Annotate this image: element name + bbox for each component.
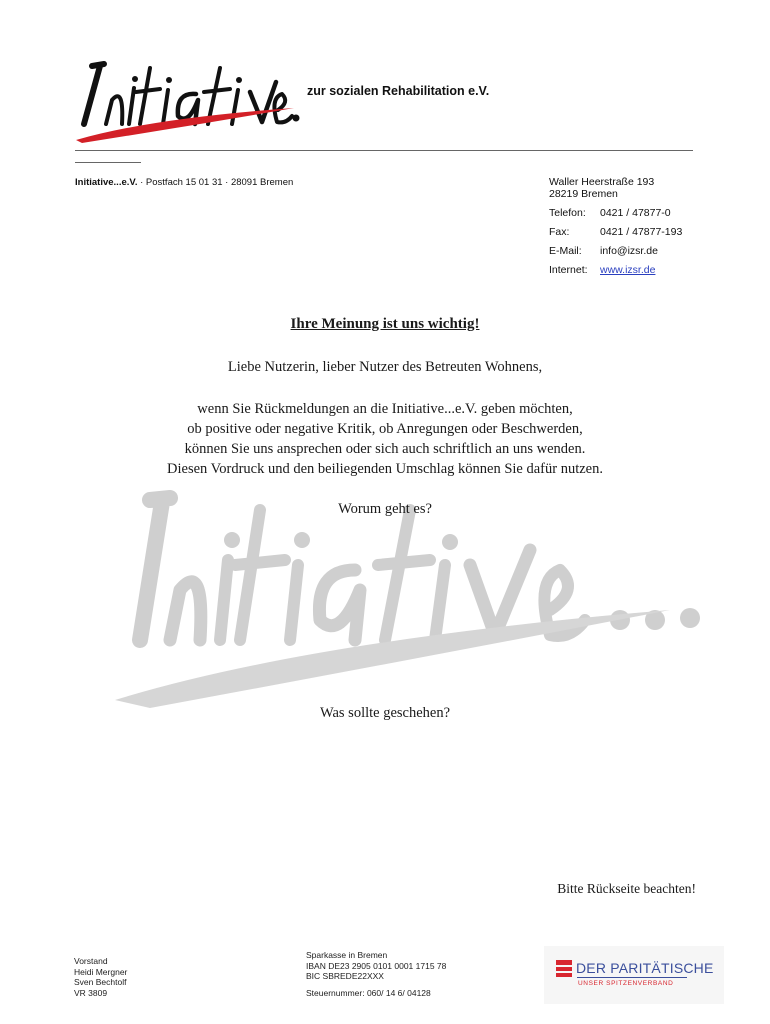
paragraph-line: wenn Sie Rückmeldungen an die Initiative...e.V. geben möchten, <box>197 401 573 417</box>
phone-label: Telefon: <box>549 207 586 219</box>
bank-name: Sparkasse in Bremen <box>306 950 388 960</box>
board-heading: Vorstand <box>74 956 108 966</box>
footer-board <box>74 956 127 998</box>
fax-label: Fax: <box>549 226 570 238</box>
sender-line <box>75 177 293 188</box>
board-member: Sven Bechtolf <box>74 977 127 987</box>
letter-title: Ihre Meinung ist uns wichtig! <box>290 316 480 332</box>
email-label: E-Mail: <box>549 245 582 257</box>
sender-org: Initiative...e.V. <box>75 177 138 188</box>
initiative-logo <box>72 52 302 144</box>
org-tagline: zur sozialen Rehabilitation e.V. <box>307 84 490 98</box>
partner-name: DER PARITÄTISCHE <box>576 960 714 976</box>
board-member: Heidi Mergner <box>74 966 128 977</box>
header-divider-short <box>75 162 141 163</box>
paritaetische-emblem-icon <box>556 960 572 978</box>
sender-postal: · Postfach 15 01 31 · 28091 Bremen <box>137 177 294 188</box>
email-value[interactable]: info@izsr.de <box>600 245 658 257</box>
question-what-about: Worum geht es? <box>338 501 432 517</box>
phone-value: 0421 / 47877-0 <box>600 207 671 219</box>
register-number: VR 3809 <box>74 987 108 998</box>
question-what-should-happen: Was sollte geschehen? <box>319 705 451 721</box>
website-label: Internet: <box>549 264 588 276</box>
address-city: 28219 Bremen <box>549 188 618 200</box>
paragraph-line: können Sie uns ansprechen oder sich auch schriftlich an uns wenden. <box>184 441 586 457</box>
partner-subtitle: UNSER SPITZENVERBAND <box>578 980 674 987</box>
header-divider <box>75 150 693 151</box>
paritaetische-logo <box>544 946 724 1004</box>
bank-iban: IBAN DE23 2905 0101 0001 1715 78 <box>306 960 447 971</box>
turn-over-note: Bitte Rückseite beachten! <box>557 881 696 896</box>
address-street: Waller Heerstraße 193 <box>549 176 655 188</box>
footer-bank <box>306 950 446 982</box>
greeting: Liebe Nutzerin, lieber Nutzer des Betreuten Wohnens, <box>227 359 543 375</box>
paragraph-line: ob positive oder negative Kritik, ob Anregungen oder Beschwerden, <box>187 421 583 437</box>
fax-value: 0421 / 47877-193 <box>600 226 683 238</box>
tax-number: Steuernummer: 060/ 14 6/ 04128 <box>306 988 431 998</box>
website-link[interactable]: www.izsr.de <box>600 264 656 276</box>
paragraph-line: Diesen Vordruck und den beiliegenden Umschlag können Sie dafür nutzen. <box>167 461 603 477</box>
bank-bic: BIC SBREDE22XXX <box>306 971 384 981</box>
partner-underline <box>577 977 687 978</box>
